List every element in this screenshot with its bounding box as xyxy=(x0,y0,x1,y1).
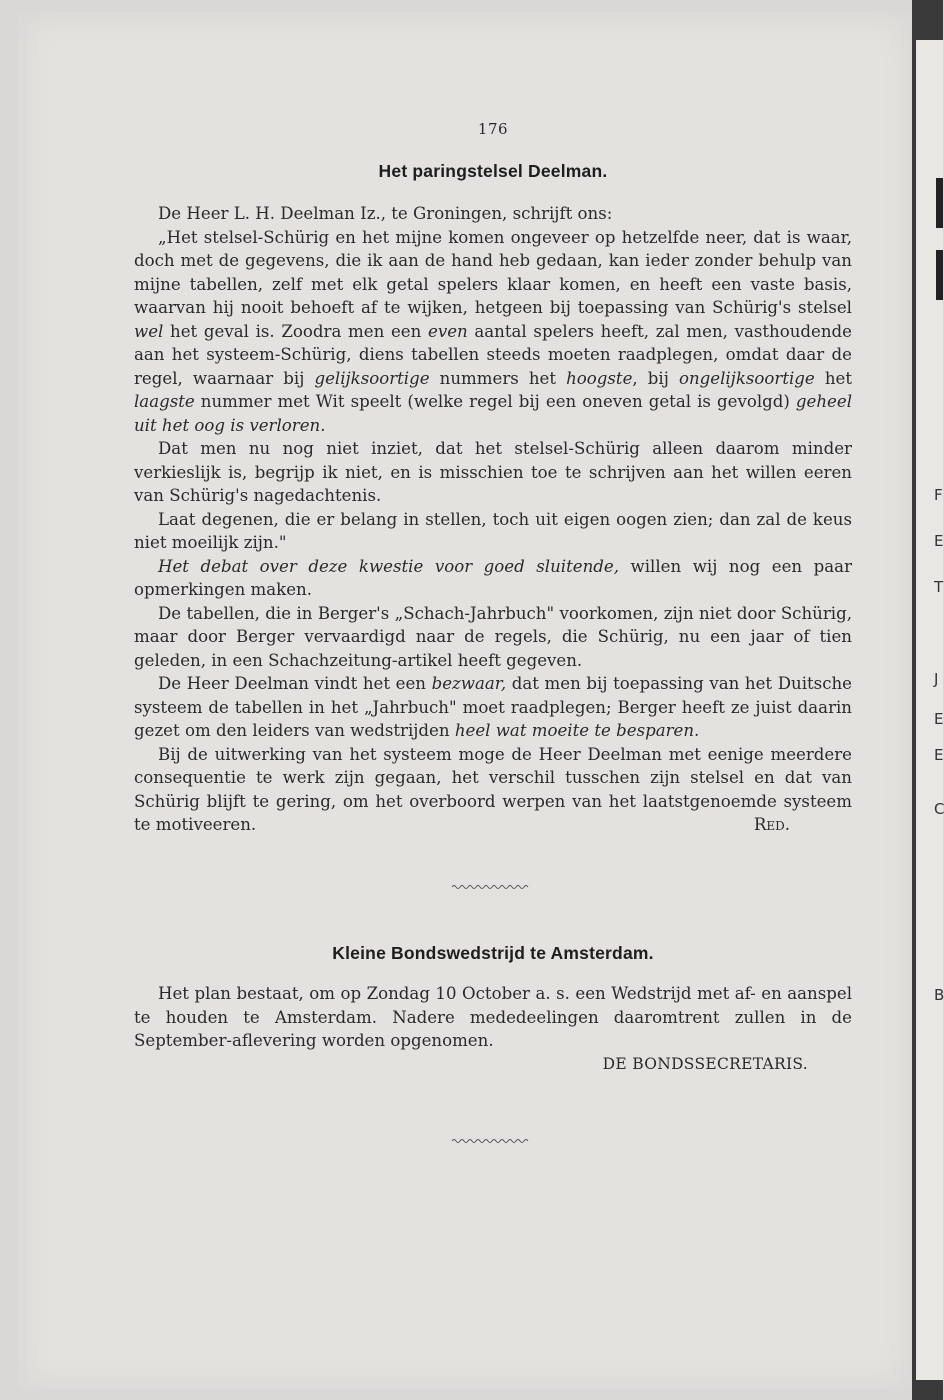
edge-letter: C xyxy=(934,800,944,818)
article-title: Het paringstelsel Deelman. xyxy=(378,161,608,181)
article-body xyxy=(134,202,852,837)
edge-bar xyxy=(936,178,943,228)
article-body xyxy=(134,982,852,1076)
editor-paragraph: De Heer Deelman vindt het een bezwaar, dat men bij toepassing van het Duitsche systeem de tabellen in het „Jahrbuch" moet raadplegen; Berger heeft ze juist daarin gezet om den leiders van wedstrijden heel wat moeite te besparen. xyxy=(134,674,852,740)
secretary-signature: DE BONDSSECRETARIS. xyxy=(602,1054,808,1073)
divider-ornament xyxy=(452,884,528,890)
editor-paragraph: Bij de uitwerking van het systeem moge de Heer Deelman met eenige meerdere consequentie te werk zijn gegaan, het verschil tusschen zijn stelsel en dat van Schürig blijft te gering, om het overboord werpen van het laatstgenoemde systeem te motiveeren. xyxy=(134,744,852,834)
edge-letter: E xyxy=(934,532,944,550)
edge-letter: E xyxy=(934,746,944,764)
quote-paragraph: Laat degenen, die er belang in stellen, toch uit eigen oogen zien; dan zal de keus niet moeilijk zijn." xyxy=(134,509,852,552)
editor-paragraph: Het debat over deze kwestie voor goed sluitende, willen wij nog een paar opmerkingen maken. xyxy=(134,556,852,599)
quote-paragraph: „Het stelsel-Schürig en het mijne komen ongeveer op hetzelfde neer, dat is waar, doch met de gegevens, die ik aan de hand heb gedaan, kan ieder zonder behulp van mijne tabellen, zelf met elk getal spelers klaar komen, en heeft een vaste basis, waarvan hij nooit behoeft af te wijken, hetgeen bij toepassing van Schürig's stelsel wel het geval is. Zoodra men een even aantal spelers heeft, zal men, vasthoudende aan het systeem-Schürig, diens tabellen steeds moeten raadplegen, omdat daar de regel, waarnaar bij gelijksoortige nummers het hoogste, bij ongelijksoortige het laagste nummer met Wit speelt (welke regel bij een oneven getal is gevolgd) geheel uit het oog is verloren. xyxy=(134,227,852,435)
quote-paragraph: Dat men nu nog niet inziet, dat het stelsel-Schürig alleen daarom minder verkieslijk is, begrijp ik niet, en is misschien toe te schrijven aan het willen eeren van Schürig's nagedachtenis. xyxy=(134,439,852,505)
announcement-paragraph: Het plan bestaat, om op Zondag 10 October a. s. een Wedstrijd met af- en aanspel te houden te Amsterdam. Nadere mededeelingen daaromtrent zullen in de September-aflevering worden opgenomen. xyxy=(134,984,852,1050)
edge-bar xyxy=(936,250,943,300)
editor-signature: Red. xyxy=(753,815,790,834)
edge-letter: E xyxy=(934,710,944,728)
editor-paragraph: De tabellen, die in Berger's „Schach-Jahrbuch" voorkomen, zijn niet door Schürig, maar door Berger vervaardigd naar de regels, die Schürig, nu een jaar of tien geleden, in een Schachzeitung-artikel heeft gegeven. xyxy=(134,603,852,670)
page-number: 176 xyxy=(477,120,509,138)
article-title: Kleine Bondswedstrijd te Amsterdam. xyxy=(332,943,654,963)
intro-line: De Heer L. H. Deelman Iz., te Groningen, schrijft ons: xyxy=(158,204,613,223)
edge-letter: B xyxy=(934,986,944,1004)
divider-ornament xyxy=(452,1138,528,1144)
edge-letter: T xyxy=(934,578,944,596)
edge-letter: J xyxy=(934,670,939,688)
edge-letter: F xyxy=(934,486,943,504)
